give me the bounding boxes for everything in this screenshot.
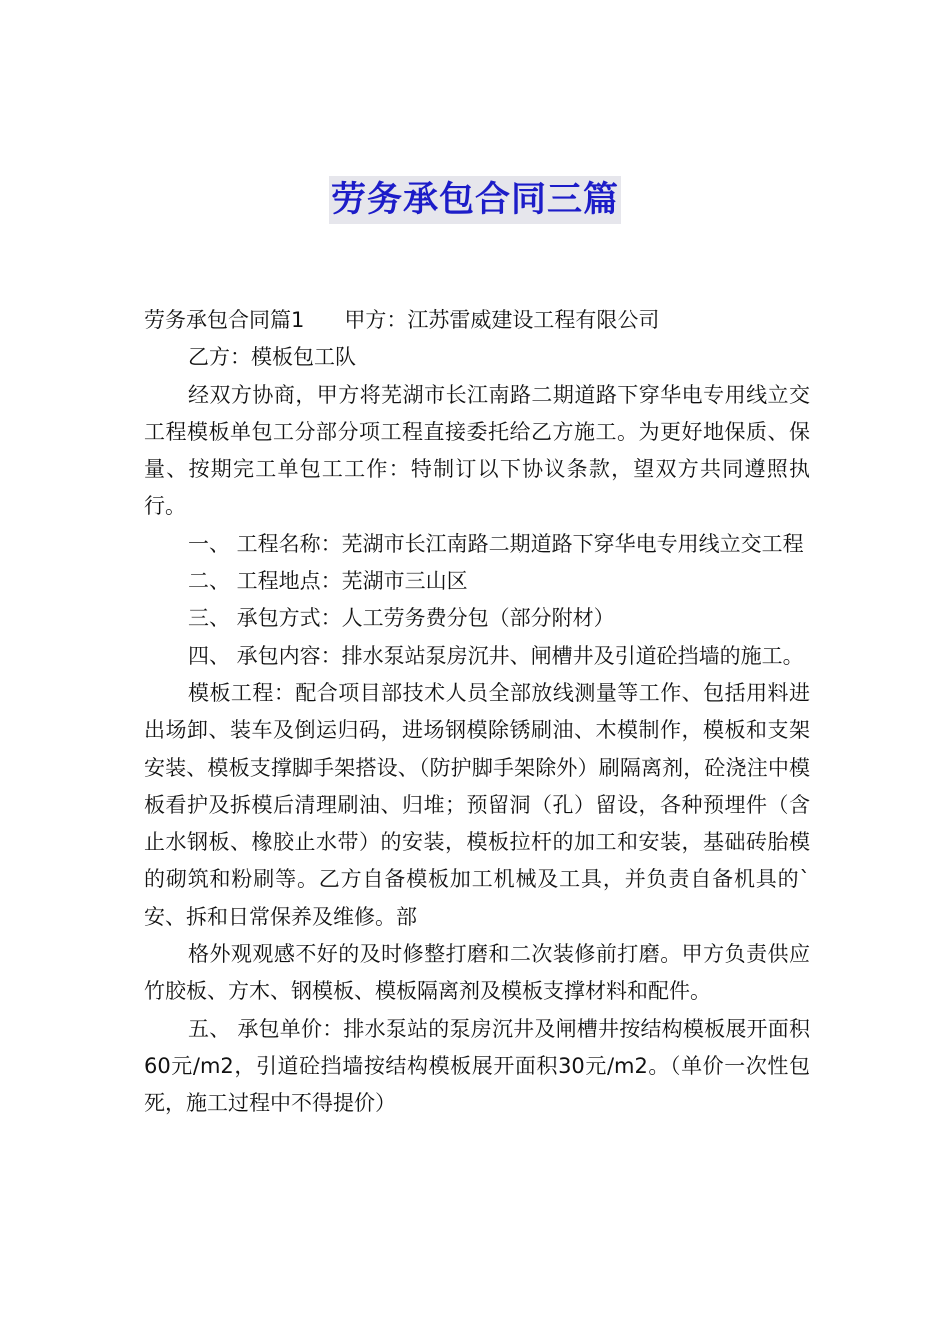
part-label: 劳务承包合同篇1 (144, 308, 305, 332)
document-title: 劳务承包合同三篇 (329, 176, 621, 224)
party-b-paragraph: 乙方：模板包工队 (188, 345, 356, 370)
intro-paragraph: 经双方协商，甲方将芜湖市长江南路二期道路下穿华电专用线立交工程模板单包工分部分项工程直接委托给乙方施工。为更好地保质、保量、按期完工单包工工作：特制订以下协议条款，望双方共同遵照执行。 (144, 382, 810, 519)
document-body (144, 302, 810, 1123)
heading-line (144, 302, 810, 339)
party-a: 甲方：江苏雷威建设工程有限公司 (344, 308, 660, 332)
finishing-paragraph: 格外观观感不好的及时修整打磨和二次装修前打磨。甲方负责供应竹胶板、方木、钢模板、模板隔离剂及模板支撑材料和配件。 (144, 942, 810, 1004)
clause-contract-content: 四、 承包内容：排水泵站泵房沉井、闸槽井及引道砼挡墙的施工。 (188, 643, 804, 668)
formwork-paragraph: 模板工程：配合项目部技术人员全部放线测量等工作、包括用料进出场卸、装车及倒运归码，进场钢模除锈刷油、木模制作，模板和支架安装、模板支撑脚手架搭设、（防护脚手架除外）刷隔离剂，砼浇注中模板看护及拆模后清理刷油、归堆；预留洞（孔）留设，各种预埋件（含止水钢板、橡胶止水带）的安装，模板拉杆的加工和安装，基础砖胎模的砌筑和粉刷等。乙方自备模板加工机械及工具，并负责自备机具的`安、拆和日常保养及维修。部 (144, 680, 810, 929)
clause-project-location: 二、 工程地点：芜湖市三山区 (188, 569, 468, 594)
title-block (0, 176, 950, 224)
clause-project-name: 一、 工程名称：芜湖市长江南路二期道路下穿华电专用线立交工程 (188, 531, 804, 556)
clause-unit-price: 五、 承包单价：排水泵站的泵房沉井及闸槽井按结构模板展开面积60元/m2，引道砼挡墙按结构模板展开面积30元/m2。（单价一次性包死，施工过程中不得提价） (144, 1016, 810, 1116)
clause-contract-method: 三、 承包方式：人工劳务费分包（部分附材） (188, 606, 615, 631)
